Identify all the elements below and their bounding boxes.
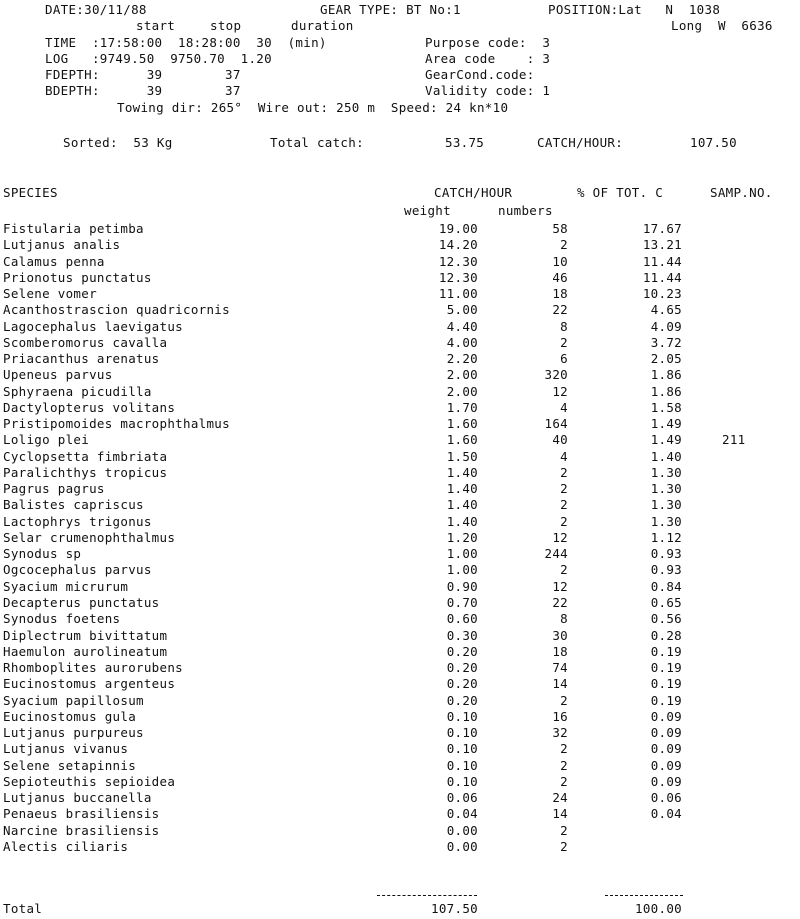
pct-total-value: 2.05 (650, 351, 682, 367)
numbers-value: 2 (560, 334, 568, 350)
table-row (0, 481, 800, 497)
pct-total-value: 1.86 (650, 367, 682, 383)
samp-no-column-header: SAMP.NO. (710, 185, 773, 200)
pct-total-value: 3.72 (650, 334, 682, 350)
table-row (0, 790, 800, 806)
numbers-value: 2 (560, 464, 568, 480)
pct-total-value: 0.04 (650, 806, 682, 822)
numbers-value: 8 (560, 611, 568, 627)
numbers-value: 2 (560, 822, 568, 838)
species-name: Pagrus pagrus (3, 481, 105, 497)
numbers-value: 12 (552, 383, 568, 399)
species-name: Eucinostomus gula (3, 708, 137, 724)
table-row (0, 254, 800, 270)
table-row (0, 335, 800, 351)
pct-total-value: 0.09 (650, 757, 682, 773)
table-row (0, 644, 800, 660)
weight-value: 0.30 (446, 627, 478, 643)
pct-total-value: 0.09 (650, 773, 682, 789)
numbers-value: 14 (552, 676, 568, 692)
pct-total-value: 1.30 (650, 464, 682, 480)
gear-type-label: GEAR TYPE: BT No:1 (320, 2, 461, 17)
species-name: Haemulon aurolineatum (3, 643, 168, 659)
bdepth-row: BDEPTH: 39 37 (45, 83, 241, 98)
weight-value: 0.10 (446, 757, 478, 773)
numbers-value: 24 (552, 790, 568, 806)
weight-value: 1.00 (446, 562, 478, 578)
pct-total-value: 4.65 (650, 302, 682, 318)
weight-value: 14.20 (438, 237, 478, 253)
species-name: Lutjanus purpureus (3, 725, 144, 741)
pct-total-value: 11.44 (642, 269, 682, 285)
weight-value: 0.20 (446, 676, 478, 692)
species-name: Lutjanus vivanus (3, 741, 129, 757)
weight-value: 0.04 (446, 806, 478, 822)
weight-value: 2.00 (446, 383, 478, 399)
weight-value: 0.10 (446, 725, 478, 741)
table-row (0, 579, 800, 595)
numbers-subheader: numbers (498, 203, 553, 218)
numbers-value: 18 (552, 643, 568, 659)
numbers-value: 18 (552, 286, 568, 302)
catch-hour-column-header: CATCH/HOUR (434, 185, 513, 200)
weight-value: 0.10 (446, 773, 478, 789)
table-row (0, 351, 800, 367)
col-stop-header: stop (210, 18, 242, 33)
table-row (0, 562, 800, 578)
table-row (0, 514, 800, 530)
table-row (0, 595, 800, 611)
numbers-value: 22 (552, 302, 568, 318)
table-row (0, 465, 800, 481)
table-row (0, 693, 800, 709)
species-name: Scomberomorus cavalla (3, 334, 168, 350)
pct-total-rule (605, 895, 683, 896)
fdepth-row: FDEPTH: 39 37 (45, 67, 241, 82)
species-name: Lactophrys trigonus (3, 513, 152, 529)
weight-value: 12.30 (438, 253, 478, 269)
table-row (0, 839, 800, 855)
numbers-value: 4 (560, 399, 568, 415)
samp-no-value: 211 (722, 432, 746, 448)
species-name: Calamus penna (3, 253, 105, 269)
pct-total-value: 0.19 (650, 643, 682, 659)
species-name: Synodus sp (3, 546, 82, 562)
weight-total-rule (377, 895, 477, 896)
purpose-code: Purpose code: 3 (425, 35, 551, 50)
pct-total-value: 0.56 (650, 611, 682, 627)
numbers-value: 30 (552, 627, 568, 643)
species-name: Lutjanus buccanella (3, 790, 152, 806)
validity-code: Validity code: 1 (425, 83, 551, 98)
pct-total-value: 1.49 (650, 432, 682, 448)
pct-total-value: 10.23 (642, 286, 682, 302)
weight-value: 1.40 (446, 497, 478, 513)
pct-total-value: 0.28 (650, 627, 682, 643)
species-name: Lagocephalus laevigatus (3, 318, 183, 334)
species-name: Diplectrum bivittatum (3, 627, 168, 643)
numbers-value: 164 (544, 416, 568, 432)
species-name: Loligo plei (3, 432, 90, 448)
numbers-value: 2 (560, 757, 568, 773)
table-row (0, 302, 800, 318)
numbers-value: 22 (552, 594, 568, 610)
pct-total-value: 4.09 (650, 318, 682, 334)
weight-value: 5.00 (446, 302, 478, 318)
table-row (0, 432, 800, 448)
table-row (0, 221, 800, 237)
table-row (0, 806, 800, 822)
species-name: Selar crumenophthalmus (3, 529, 176, 545)
weight-value: 4.40 (446, 318, 478, 334)
species-name: Selene setapinnis (3, 757, 137, 773)
weight-value: 0.90 (446, 578, 478, 594)
numbers-value: 2 (560, 562, 568, 578)
species-name: Syacium micrurum (3, 578, 129, 594)
numbers-value: 2 (560, 237, 568, 253)
table-row (0, 709, 800, 725)
numbers-value: 74 (552, 660, 568, 676)
table-row (0, 400, 800, 416)
species-name: Syacium papillosum (3, 692, 144, 708)
weight-value: 4.00 (446, 334, 478, 350)
weight-value: 2.00 (446, 367, 478, 383)
table-row (0, 611, 800, 627)
weight-value: 1.00 (446, 546, 478, 562)
numbers-value: 12 (552, 578, 568, 594)
numbers-value: 6 (560, 351, 568, 367)
log-row: LOG :9749.50 9750.70 1.20 (45, 51, 272, 66)
pct-total-value: 0.93 (650, 562, 682, 578)
species-name: Selene vomer (3, 286, 97, 302)
table-row (0, 319, 800, 335)
date-label: DATE:30/11/88 (45, 2, 147, 17)
gearcond-code: GearCond.code: (425, 67, 535, 82)
pct-total-value: 0.84 (650, 578, 682, 594)
numbers-value: 2 (560, 481, 568, 497)
table-row (0, 774, 800, 790)
area-code: Area code : 3 (425, 51, 551, 66)
numbers-value: 16 (552, 708, 568, 724)
numbers-value: 4 (560, 448, 568, 464)
species-name: Narcine brasiliensis (3, 822, 160, 838)
weight-value: 1.40 (446, 464, 478, 480)
weight-value: 1.70 (446, 399, 478, 415)
numbers-value: 46 (552, 269, 568, 285)
table-row (0, 270, 800, 286)
table-row (0, 758, 800, 774)
table-row (0, 530, 800, 546)
position-lat: POSITION:Lat N 1038 (548, 2, 721, 17)
col-start-header: start (136, 18, 176, 33)
weight-value: 1.40 (446, 513, 478, 529)
numbers-value: 58 (552, 221, 568, 236)
numbers-value: 2 (560, 773, 568, 789)
species-name: Pristipomoides macrophthalmus (3, 416, 230, 432)
towing-info: Towing dir: 265° Wire out: 250 m Speed: 24 kn*10 (117, 100, 509, 115)
species-name: Penaeus brasiliensis (3, 806, 160, 822)
pct-total-value: 0.65 (650, 594, 682, 610)
species-name: Synodus foetens (3, 611, 121, 627)
weight-value: 0.20 (446, 660, 478, 676)
numbers-value: 40 (552, 432, 568, 448)
table-row (0, 546, 800, 562)
pct-total-value: 1.86 (650, 383, 682, 399)
pct-total-value: 1.58 (650, 399, 682, 415)
numbers-value: 2 (560, 497, 568, 513)
species-name: Lutjanus analis (3, 237, 121, 253)
pct-total-value: 0.09 (650, 741, 682, 757)
weight-value: 0.70 (446, 594, 478, 610)
numbers-value: 320 (544, 367, 568, 383)
total-label: Total (3, 901, 43, 916)
species-name: Sepioteuthis sepioidea (3, 773, 176, 789)
pct-total-value: 1.30 (650, 497, 682, 513)
species-name: Rhomboplites aurorubens (3, 660, 183, 676)
weight-value: 1.60 (446, 432, 478, 448)
table-row (0, 497, 800, 513)
total-catch-value: 53.75 (445, 135, 485, 150)
table-row (0, 416, 800, 432)
species-name: Balistes capriscus (3, 497, 144, 513)
numbers-value: 2 (560, 692, 568, 708)
time-row: TIME :17:58:00 18:28:00 30 (min) (45, 35, 327, 50)
pct-total-column-header: % OF TOT. C (577, 185, 664, 200)
table-row (0, 725, 800, 741)
species-name: Decapterus punctatus (3, 594, 160, 610)
pct-total-value: 1.12 (650, 529, 682, 545)
numbers-value: 2 (560, 513, 568, 529)
total-catch-label: Total catch: (270, 135, 364, 150)
table-row (0, 628, 800, 644)
pct-total-value: 0.19 (650, 692, 682, 708)
pct-total-value: 1.30 (650, 513, 682, 529)
col-duration-header: duration (291, 18, 354, 33)
table-row (0, 660, 800, 676)
species-column-header: SPECIES (3, 185, 58, 200)
weight-value: 1.20 (446, 529, 478, 545)
species-name: Ogcocephalus parvus (3, 562, 152, 578)
pct-total-value: 1.49 (650, 416, 682, 432)
numbers-value: 14 (552, 806, 568, 822)
species-name: Eucinostomus argenteus (3, 676, 176, 692)
weight-value: 1.40 (446, 481, 478, 497)
numbers-value: 8 (560, 318, 568, 334)
total-weight: 107.50 (431, 901, 478, 916)
table-row (0, 367, 800, 383)
species-name: Alectis ciliaris (3, 838, 129, 854)
weight-value: 0.00 (446, 822, 478, 838)
catch-hour-value: 107.50 (690, 135, 737, 150)
pct-total-value: 0.09 (650, 708, 682, 724)
numbers-value: 2 (560, 838, 568, 854)
pct-total-value: 1.40 (650, 448, 682, 464)
species-name: Upeneus parvus (3, 367, 113, 383)
species-name: Fistularia petimba (3, 221, 144, 236)
weight-value: 0.20 (446, 692, 478, 708)
weight-value: 1.60 (446, 416, 478, 432)
weight-value: 1.50 (446, 448, 478, 464)
numbers-value: 2 (560, 741, 568, 757)
table-row (0, 676, 800, 692)
table-row (0, 449, 800, 465)
total-pct: 100.00 (635, 901, 682, 916)
pct-total-value: 13.21 (642, 237, 682, 253)
weight-subheader: weight (404, 203, 451, 218)
table-row (0, 741, 800, 757)
weight-value: 0.06 (446, 790, 478, 806)
species-name: Paralichthys tropicus (3, 464, 168, 480)
weight-value: 0.10 (446, 708, 478, 724)
numbers-value: 12 (552, 529, 568, 545)
weight-value: 2.20 (446, 351, 478, 367)
numbers-value: 10 (552, 253, 568, 269)
pct-total-value: 11.44 (642, 253, 682, 269)
catch-hour-label: CATCH/HOUR: (537, 135, 624, 150)
table-row (0, 823, 800, 839)
species-name: Acanthostrascion quadricornis (3, 302, 230, 318)
weight-value: 12.30 (438, 269, 478, 285)
species-name: Prionotus punctatus (3, 269, 152, 285)
pct-total-value: 0.06 (650, 790, 682, 806)
table-row (0, 237, 800, 253)
sorted-weight: Sorted: 53 Kg (63, 135, 173, 150)
species-name: Sphyraena picudilla (3, 383, 152, 399)
species-name: Dactylopterus volitans (3, 399, 176, 415)
weight-value: 0.20 (446, 643, 478, 659)
pct-total-value: 0.93 (650, 546, 682, 562)
pct-total-value: 0.19 (650, 660, 682, 676)
species-name: Cyclopsetta fimbriata (3, 448, 168, 464)
pct-total-value: 1.30 (650, 481, 682, 497)
species-name: Priacanthus arenatus (3, 351, 160, 367)
position-long: Long W 6636 (671, 18, 773, 33)
pct-total-value: 17.67 (642, 221, 682, 236)
weight-value: 19.00 (438, 221, 478, 236)
numbers-value: 244 (544, 546, 568, 562)
pct-total-value: 0.09 (650, 725, 682, 741)
pct-total-value: 0.19 (650, 676, 682, 692)
weight-value: 0.00 (446, 838, 478, 854)
weight-value: 11.00 (438, 286, 478, 302)
table-row (0, 286, 800, 302)
weight-value: 0.10 (446, 741, 478, 757)
numbers-value: 32 (552, 725, 568, 741)
weight-value: 0.60 (446, 611, 478, 627)
table-row (0, 384, 800, 400)
